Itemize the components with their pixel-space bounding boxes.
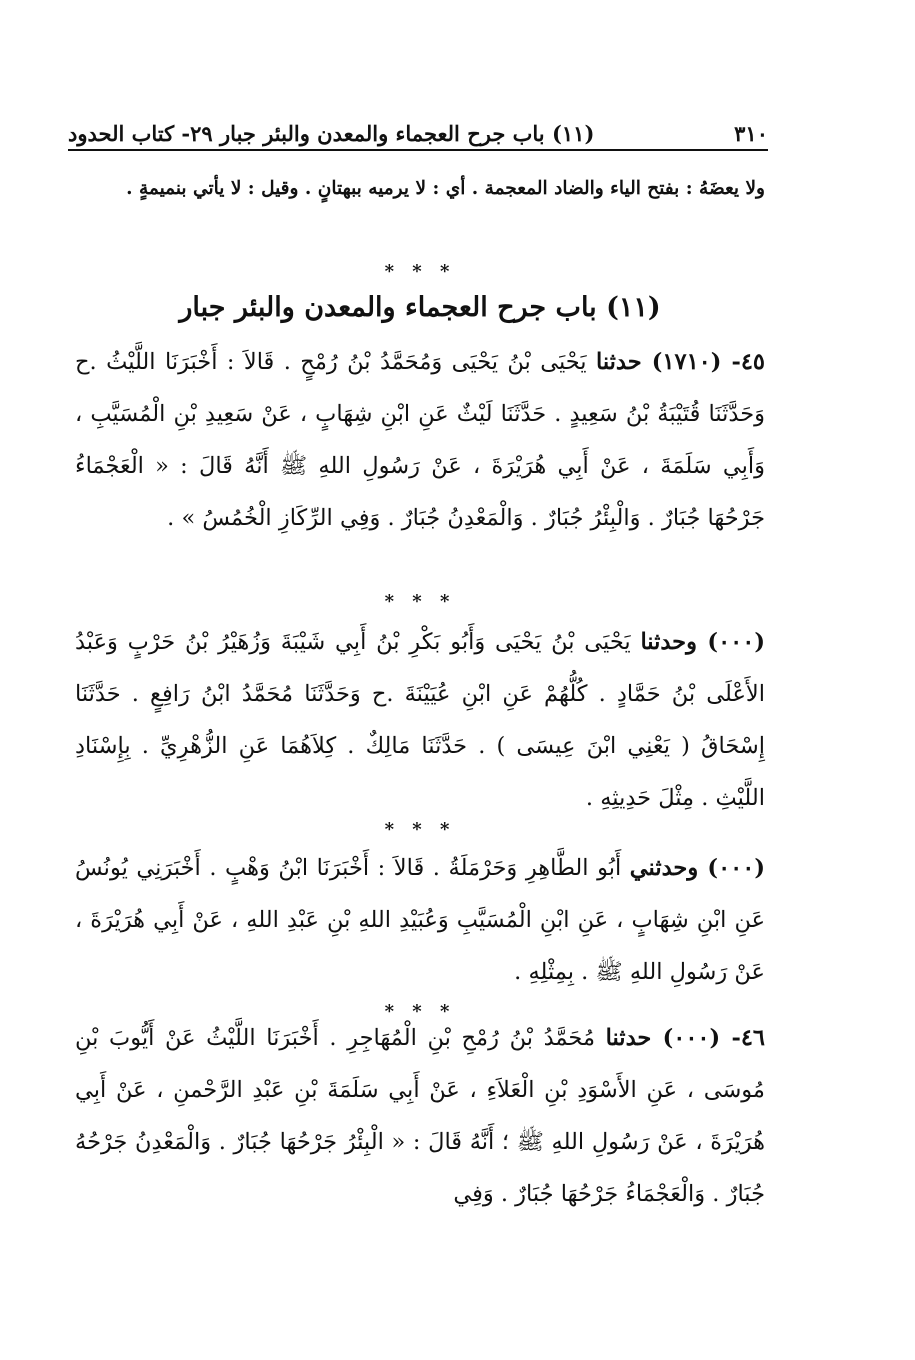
hadith-text: يَحْيَى بْنُ يَحْيَى وَمُحَمَّدُ بْنُ رُمْحٍ . قَالاَ : أَخْبَرَنَا اللَّيْثُ .ح وَحَدَّثَنَا قُتَيْبَةُ بْنُ سَعِيدٍ . حَدَّثَنَا لَيْثٌ عَنِ ابْنِ شِهَابٍ ، عَنْ سَعِيدِ بْنِ الْمُسَيَّبِ ، وَأَبِي سَلَمَةَ ، عَنْ أَبِي هُرَيْرَةَ ، عَنْ رَسُولِ اللهِ ﷺ أَنَّهُ قَالَ : « الْعَجْمَاءُ جَرْحُهَا جُبَارٌ . وَالْبِئْرُ جُبَارٌ . وَالْمَعْدِنُ جُبَارٌ . وَفِي الرِّكَازِ الْخُمُسُ » . [75, 349, 765, 531]
section-separator: * * * [384, 819, 456, 840]
commentary-note: ولا يعضَهُ : بفتح الياء والضاد المعجمة . أي : لا يرميه ببهتانٍ . وقيل : لا يأتي بنميمةٍ . [126, 178, 765, 199]
running-title: (١١) باب جرح العجماء والمعدن والبئر جبار ٢٩- كتاب الحدود [68, 121, 595, 146]
section-separator: * * * [384, 1001, 456, 1022]
hadith-paragraph [75, 1012, 765, 1220]
hadith-text: أَبُو الطَّاهِرِ وَحَرْمَلَةُ . قَالاَ : أَخْبَرَنَا ابْنُ وَهْبٍ . أَخْبَرَنِي يُونُسُ عَنِ ابْنِ شِهَابٍ ، عَنِ ابْنِ الْمُسَيَّبِ وَعُبَيْدِ اللهِ بْنِ عَبْدِ اللهِ ، عَنْ أَبِي هُرَيْرَةَ ، عَنْ رَسُولِ اللهِ ﷺ . بِمِثْلِهِ . [75, 855, 765, 985]
page-header [68, 108, 768, 146]
hadith-paragraph [75, 336, 765, 544]
hadith-paragraph [75, 842, 765, 998]
chapter-title: (١١) باب جرح العجماء والمعدن والبئر جبار [179, 292, 661, 323]
section-separator: * * * [384, 591, 456, 612]
hadith-lead: ٤٥- (١٧١٠) حدثنا [596, 349, 766, 375]
hadith-lead: (٠٠٠) وحدثني [629, 855, 765, 881]
section-separator: * * * [384, 261, 456, 282]
page-number: ٣١٠ [734, 121, 768, 146]
hadith-lead: ٤٦- (٠٠٠) حدثنا [605, 1025, 765, 1051]
hadith-text: مُحَمَّدُ بْنُ رُمْحِ بْنِ الْمُهَاجِرِ . أَخْبَرَنَا اللَّيْثُ عَنْ أَيُّوبَ بْنِ مُوسَى ، عَنِ الأَسْوَدِ بْنِ الْعَلاَءِ ، عَنْ أَبِي سَلَمَةَ بْنِ عَبْدِ الرَّحْمنِ ، عَنْ أَبِي هُرَيْرَةَ ، عَنْ رَسُولِ اللهِ ﷺ ؛ أَنَّهُ قَالَ : « الْبِئْرُ جَرْحُهَا جُبَارٌ . وَالْمَعْدِنُ جَرْحُهُ جُبَارٌ . وَالْعَجْمَاءُ جَرْحُهَا جُبَارٌ . وَفِي [75, 1025, 765, 1207]
hadith-text: يَحْيَى بْنُ يَحْيَى وَأَبُو بَكْرِ بْنُ أَبِي شَيْبَةَ وَزُهَيْرُ بْنُ حَرْبٍ وَعَبْدُ الأَعْلَى بْنُ حَمَّادٍ . كُلُّهُمْ عَنِ ابْنِ عُيَيْنَةَ .ح وَحَدَّثَنَا مُحَمَّدُ ابْنُ رَافِعٍ . حَدَّثَنَا إِسْحَاقُ ( يَعْنِي ابْنَ عِيسَى ) . حَدَّثَنَا مَالِكٌ . كِلاَهُمَا عَنِ الزُّهْرِيِّ . بِإِسْنَادِ اللَّيْثِ . مِثْلَ حَدِيثِهِ . [75, 629, 765, 811]
hadith-paragraph [75, 616, 765, 824]
hadith-lead: (٠٠٠) وحدثنا [640, 629, 765, 655]
header-rule [68, 149, 768, 151]
